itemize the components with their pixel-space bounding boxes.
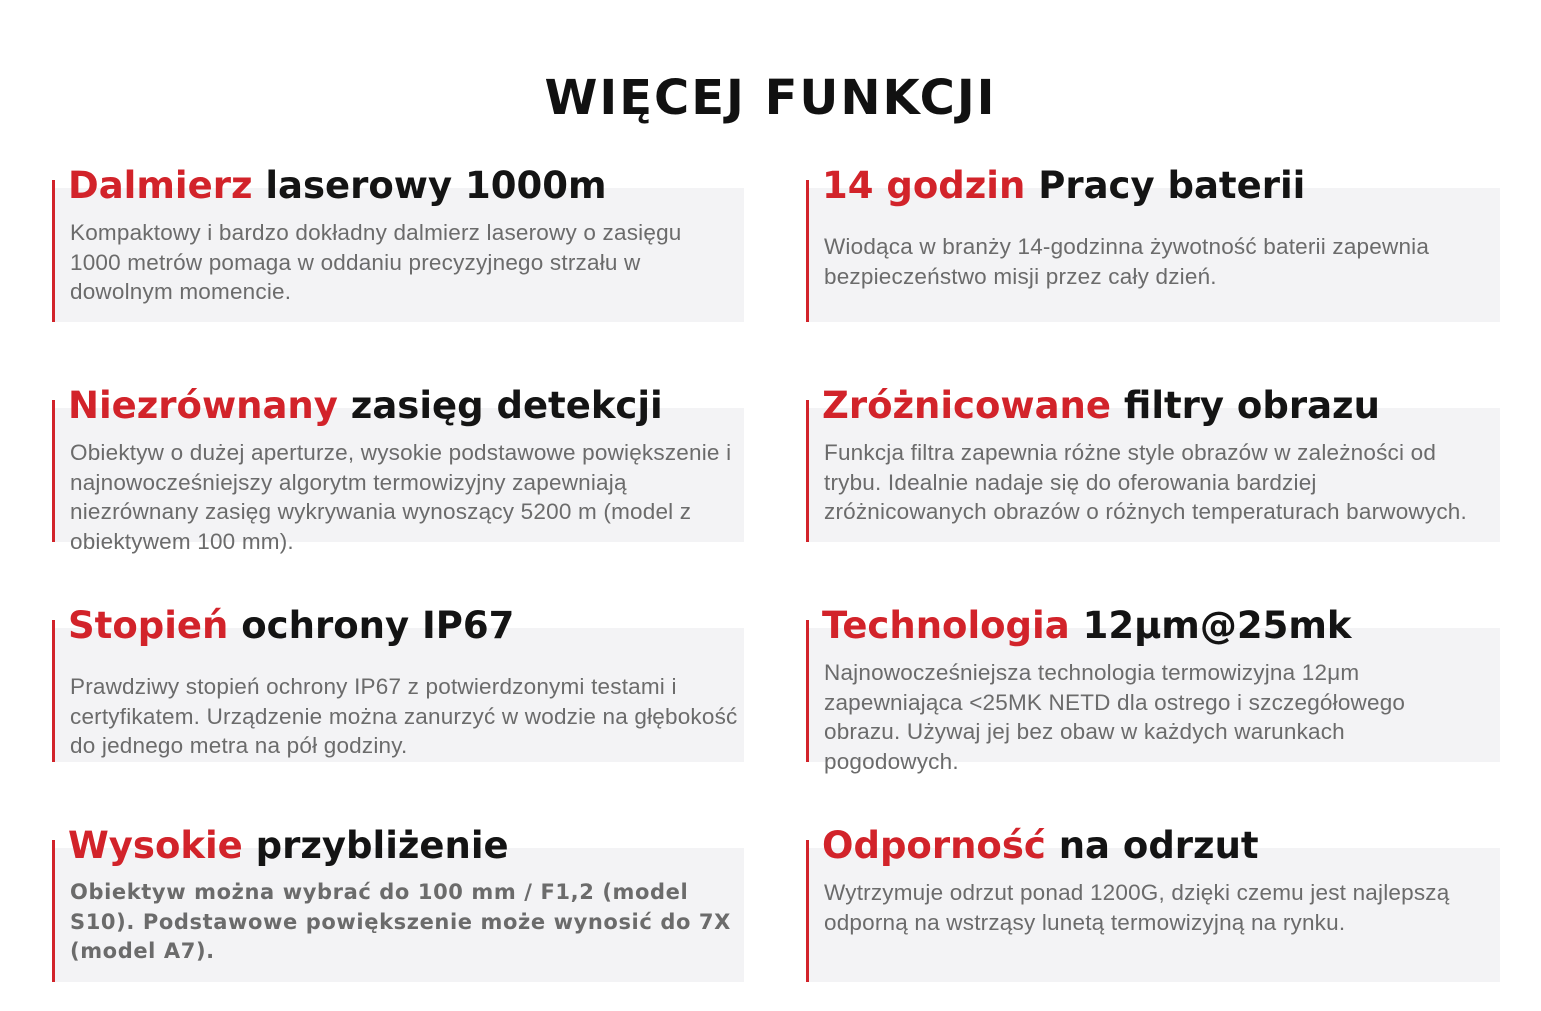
page-title: WIĘCEJ FUNKCJI — [544, 70, 997, 126]
feature-description: Obiektyw można wybrać do 100 mm / F1,2 (model S10). Podstawowe powiększenie może wynosić do 7X (model A7). — [70, 880, 731, 963]
feature-description: Wiodąca w branży 14-godzinna żywotność baterii zapewnia bezpieczeństwo misji przez cały dzień. — [824, 234, 1430, 289]
feature-title — [822, 822, 1259, 870]
feature-card-image-filters — [806, 384, 1541, 540]
accent-bar — [52, 400, 55, 542]
feature-description: Kompaktowy i bardzo dokładny dalmierz laserowy o zasięgu 1000 metrów pomaga w oddaniu precyzyjnego strzału w dowolnym momencie. — [70, 220, 682, 304]
feature-title-accent: Technologia — [822, 604, 1070, 647]
feature-title-accent: Wysokie — [68, 824, 243, 867]
feature-title-accent: Dalmierz — [68, 164, 253, 207]
feature-title — [68, 602, 514, 650]
feature-title — [822, 382, 1380, 430]
feature-card-zoom — [52, 824, 797, 980]
feature-card-ip67 — [52, 604, 797, 760]
feature-card-rangefinder — [52, 164, 797, 320]
feature-description: Prawdziwy stopień ochrony IP67 z potwierdzonymi testami i certyfikatem. Urządzenie można zanurzyć w wodzie na głębokość do jednego metra na pół godziny. — [70, 674, 738, 758]
feature-title-rest: ochrony IP67 — [241, 604, 515, 647]
feature-description: Wytrzymuje odrzut ponad 1200G, dzięki czemu jest najlepszą odporną na wstrząsy lunetą termowizyjną na rynku. — [824, 880, 1450, 935]
feature-title — [68, 162, 607, 210]
feature-title — [68, 822, 509, 870]
feature-title-accent: Odporność — [822, 824, 1046, 867]
accent-bar — [806, 620, 809, 762]
feature-title-rest: przybliżenie — [255, 824, 509, 867]
feature-description: Najnowocześniejsza technologia termowizyjna 12μm zapewniająca <25MK NETD dla ostrego i szczegółowego obrazu. Używaj jej bez obaw w każdych warunkach pogodowych. — [824, 660, 1406, 774]
feature-card-detection-range — [52, 384, 797, 554]
feature-title-accent: Stopień — [68, 604, 229, 647]
feature-title — [822, 602, 1352, 650]
feature-card-battery — [806, 164, 1541, 320]
feature-title-rest: zasięg detekcji — [350, 384, 663, 427]
feature-card-recoil — [806, 824, 1541, 980]
accent-bar — [52, 620, 55, 762]
accent-bar — [806, 840, 809, 982]
feature-title-rest: laserowy 1000m — [265, 164, 607, 207]
accent-bar — [52, 180, 55, 322]
accent-bar — [806, 400, 809, 542]
feature-title — [822, 162, 1305, 210]
feature-title-accent: Niezrównany — [68, 384, 338, 427]
feature-title-accent: Zróżnicowane — [822, 384, 1111, 427]
feature-title — [68, 382, 663, 430]
feature-description: Funkcja filtra zapewnia różne style obrazów w zależności od trybu. Idealnie nadaje się do oferowania bardziej zróżnicowanych obrazów o różnych temperaturach barwowych. — [824, 440, 1467, 524]
feature-description: Obiektyw o dużej aperturze, wysokie podstawowe powiększenie i najnowocześniejszy algorytm termowizyjny zapewniają niezrównany zasięg wykrywania wynoszący 5200 m (model z obiektywem 100 mm). — [70, 440, 732, 554]
feature-card-technology — [806, 604, 1541, 774]
feature-title-rest: na odrzut — [1058, 824, 1259, 867]
feature-title-rest: filtry obrazu — [1123, 384, 1380, 427]
feature-title-rest: 12μm@25mk — [1082, 604, 1352, 647]
feature-title-rest: Pracy baterii — [1038, 164, 1306, 207]
accent-bar — [806, 180, 809, 322]
feature-title-accent: 14 godzin — [822, 164, 1026, 207]
accent-bar — [52, 840, 55, 982]
